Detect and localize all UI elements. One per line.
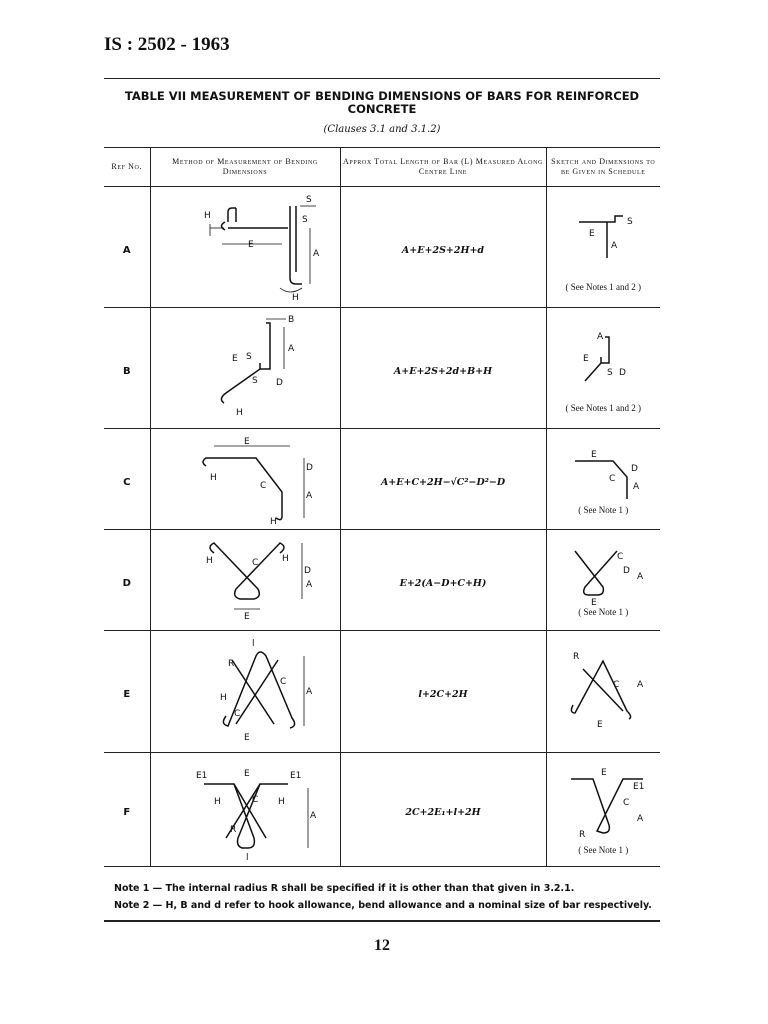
svg-text:A: A	[306, 686, 313, 697]
svg-text:R: R	[230, 824, 237, 835]
table-header-row	[104, 148, 660, 187]
svg-text:B: B	[288, 315, 295, 325]
ref-cell	[104, 631, 150, 753]
header-rule	[104, 78, 660, 79]
method-cell	[150, 530, 340, 631]
bar-sketch-icon	[553, 647, 653, 737]
svg-text:C: C	[252, 794, 259, 805]
sketch-note: ( See Note 1 )	[578, 505, 629, 515]
svg-text:S: S	[302, 215, 308, 225]
table-row	[104, 753, 660, 867]
svg-text:C: C	[260, 480, 267, 491]
svg-text:S: S	[252, 376, 258, 386]
svg-text:H: H	[292, 293, 299, 302]
svg-text:E1: E1	[633, 781, 645, 792]
svg-text:H: H	[220, 692, 227, 703]
bar-sketch-icon	[553, 765, 653, 845]
sketch-cell	[546, 429, 660, 530]
table-title: TABLE VII MEASUREMENT OF BENDING DIMENSIONS OF BARS FOR REINFORCED CONCRETE	[124, 89, 640, 116]
method-cell	[150, 308, 340, 429]
svg-text:A: A	[637, 572, 644, 582]
method-cell	[150, 753, 340, 867]
svg-text:E1: E1	[290, 770, 302, 781]
sketch-note: ( See Notes 1 and 2 )	[565, 403, 641, 413]
svg-text:S: S	[607, 368, 613, 378]
bar-bending-diagram-icon	[170, 313, 320, 423]
ref-label: A	[122, 244, 131, 256]
svg-text:A: A	[306, 490, 313, 501]
svg-text:H: H	[204, 211, 211, 221]
col-method: Method of Measurement of Bending Dimensions	[150, 148, 340, 187]
svg-text:E: E	[601, 767, 607, 778]
sketch-cell	[546, 308, 660, 429]
svg-text:C: C	[234, 708, 241, 719]
svg-text:H: H	[236, 408, 243, 418]
svg-text:D: D	[306, 462, 313, 473]
sketch-note: ( See Note 1 )	[578, 607, 629, 617]
svg-text:C: C	[623, 797, 630, 808]
svg-text:R: R	[228, 658, 235, 669]
svg-text:D: D	[631, 464, 639, 474]
svg-text:l: l	[252, 638, 255, 649]
col-sketch: Sketch and Dimensions to be Given in Schedule	[546, 148, 660, 187]
svg-text:E: E	[591, 598, 597, 607]
length-formula: E+2(A−D+C+H)	[399, 577, 487, 589]
bar-sketch-icon	[553, 543, 653, 607]
svg-text:D: D	[304, 565, 311, 576]
page-number: 12	[374, 937, 390, 954]
svg-text:A: A	[633, 482, 640, 492]
svg-text:C: C	[252, 557, 259, 568]
standard-number: IS : 2502 - 1963	[104, 34, 230, 55]
bar-bending-diagram-icon	[170, 432, 320, 527]
ref-cell	[104, 429, 150, 530]
svg-text:H: H	[210, 472, 217, 483]
bar-bending-diagram-icon	[170, 192, 320, 302]
svg-text:A: A	[310, 810, 317, 821]
svg-text:C: C	[280, 676, 287, 687]
svg-text:A: A	[288, 344, 295, 354]
footer-rule	[104, 920, 660, 922]
col-ref-no: Ref No.	[104, 148, 150, 187]
ref-cell	[104, 753, 150, 867]
ref-label: B	[122, 365, 131, 377]
svg-text:A: A	[306, 579, 313, 590]
ref-label: D	[122, 577, 131, 589]
footnote-1: Note 1 — The internal radius R shall be specified if it is other than that given in 3.2.1.	[114, 883, 575, 894]
bar-bending-diagram-icon	[170, 533, 320, 628]
sketch-cell	[546, 753, 660, 867]
table-row	[104, 530, 660, 631]
length-formula: l+2C+2H	[418, 689, 468, 700]
svg-text:E: E	[583, 354, 589, 364]
svg-text:E: E	[248, 240, 254, 250]
formula-cell	[340, 631, 546, 753]
svg-text:H: H	[270, 516, 277, 527]
svg-text:A: A	[637, 813, 644, 824]
clauses-reference: (Clauses 3.1 and 3.1.2)	[323, 124, 441, 135]
length-formula: 2C+2E₁+l+2H	[405, 807, 481, 818]
formula-cell	[340, 530, 546, 631]
method-cell	[150, 187, 340, 308]
svg-text:E: E	[232, 354, 238, 364]
bar-bending-diagram-icon	[170, 758, 320, 862]
sketch-cell	[546, 631, 660, 753]
svg-text:C: C	[613, 679, 620, 690]
ref-cell	[104, 187, 150, 308]
bending-dimensions-table	[104, 147, 660, 867]
bar-bending-diagram-icon	[170, 636, 320, 748]
ref-cell	[104, 530, 150, 631]
sketch-cell	[546, 187, 660, 308]
ref-label: C	[123, 476, 131, 488]
svg-text:R: R	[579, 829, 586, 840]
svg-text:E: E	[589, 229, 595, 239]
svg-text:A: A	[637, 679, 644, 690]
bar-sketch-icon	[553, 443, 653, 505]
length-formula: A+E+2S+2d+B+H	[393, 365, 493, 377]
svg-text:E: E	[244, 611, 250, 622]
svg-text:H: H	[278, 796, 285, 807]
svg-text:D: D	[276, 378, 283, 388]
table-row	[104, 308, 660, 429]
ref-label: F	[123, 807, 131, 818]
formula-cell	[340, 753, 546, 867]
table-row	[104, 631, 660, 753]
svg-text:E: E	[244, 436, 250, 447]
formula-cell	[340, 429, 546, 530]
svg-text:S: S	[306, 195, 312, 205]
svg-text:H: H	[214, 796, 221, 807]
svg-text:C: C	[609, 474, 616, 484]
length-formula: A+E+C+2H−√C²−D²−D	[380, 476, 506, 488]
svg-text:C: C	[617, 552, 624, 562]
svg-text:E1: E1	[196, 770, 208, 781]
ref-cell	[104, 308, 150, 429]
table-row	[104, 429, 660, 530]
svg-text:A: A	[611, 241, 618, 251]
footnotes	[114, 880, 670, 914]
length-formula: A+E+2S+2H+d	[401, 244, 485, 256]
svg-text:A: A	[313, 249, 320, 259]
svg-text:D: D	[623, 566, 631, 576]
method-cell	[150, 429, 340, 530]
footnote-2: Note 2 — H, B and d refer to hook allowance, bend allowance and a nominal size of bar respectively.	[114, 900, 652, 911]
formula-cell	[340, 187, 546, 308]
svg-text:E: E	[591, 450, 597, 460]
svg-text:H: H	[282, 553, 289, 564]
bar-sketch-icon	[553, 202, 653, 282]
svg-text:E: E	[597, 719, 603, 730]
svg-text:A: A	[597, 332, 604, 342]
svg-text:S: S	[627, 217, 633, 227]
bar-sketch-icon	[553, 323, 653, 403]
sketch-note: ( See Note 1 )	[578, 844, 629, 855]
method-cell	[150, 631, 340, 753]
formula-cell	[340, 308, 546, 429]
ref-label: E	[123, 689, 131, 700]
svg-text:R: R	[573, 651, 580, 662]
svg-text:D: D	[619, 368, 627, 378]
svg-text:S: S	[246, 352, 252, 362]
svg-text:l: l	[246, 852, 249, 862]
table-row	[104, 187, 660, 308]
svg-text:E: E	[244, 768, 250, 779]
svg-text:E: E	[244, 732, 250, 743]
svg-text:H: H	[206, 555, 213, 566]
sketch-cell	[546, 530, 660, 631]
col-length: Approx Total Length of Bar (L) Measured Along Centre Line	[340, 148, 546, 187]
sketch-note: ( See Notes 1 and 2 )	[565, 282, 641, 292]
